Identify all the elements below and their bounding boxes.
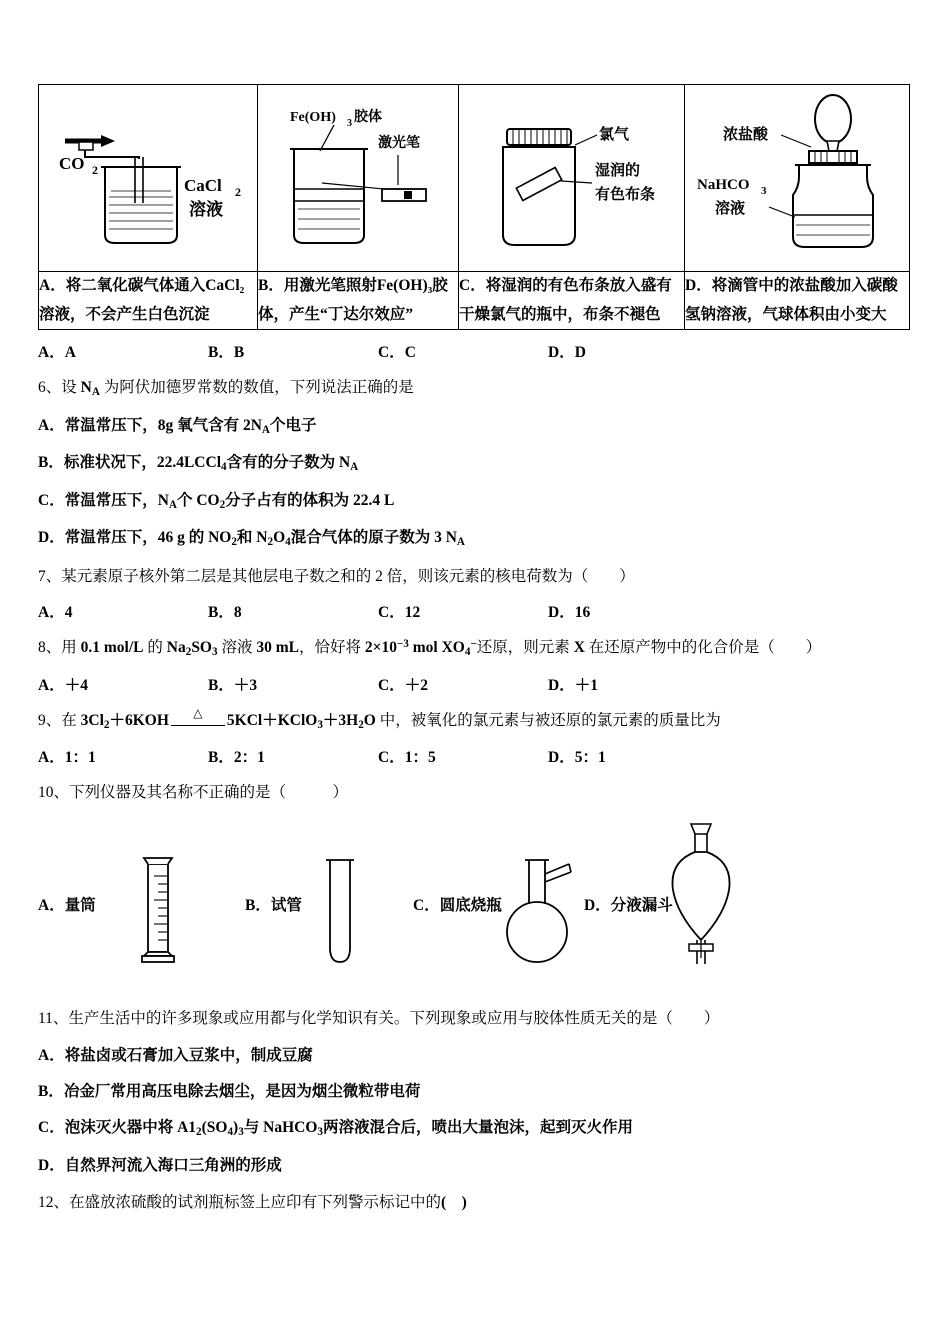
svg-text:湿润的: 湿润的 bbox=[595, 162, 641, 179]
question-11-option-a: A．将盐卤或石膏加入豆浆中，制成豆腐 bbox=[38, 1046, 313, 1064]
table-cell-figure-d bbox=[685, 85, 910, 272]
q6-stem-prefix: 6、设 bbox=[38, 379, 81, 397]
question-7-options bbox=[38, 600, 913, 622]
table-cell-figure-a bbox=[39, 85, 258, 272]
question-7-stem: 7、某元素原子核外第二层是其他层电子数之和的 2 倍，则该元素的核电荷数为（ ） bbox=[38, 567, 635, 585]
question-8-options bbox=[38, 673, 913, 695]
heat-symbol: △ bbox=[193, 706, 203, 721]
question-10-apparatus-row bbox=[38, 818, 913, 993]
figure-round-bottom-flask bbox=[501, 840, 587, 975]
question-9-options bbox=[38, 745, 913, 767]
table-figure-row bbox=[39, 85, 910, 272]
table-option-row bbox=[39, 272, 910, 330]
svg-text:激光笔: 激光笔 bbox=[378, 134, 420, 150]
q10-label-graduated-cylinder: A．量筒 bbox=[38, 897, 96, 915]
question-11-option-b: B．冶金厂常用高压电除去烟尘，是因为烟尘微粒带电荷 bbox=[38, 1082, 421, 1100]
figure-separating-funnel bbox=[663, 818, 739, 975]
q6-stem-na: N bbox=[80, 379, 92, 397]
page-content bbox=[38, 0, 913, 1214]
table-cell-option-a: A．将二氧化碳气体通入CaCl₂溶液，不会产生白色沉淀 bbox=[39, 272, 258, 330]
table-cell-figure-b bbox=[258, 85, 459, 272]
answer-choice-c: C．C bbox=[378, 344, 416, 362]
q7-option-d: D．16 bbox=[548, 604, 591, 622]
answer-choice-d: D．D bbox=[548, 344, 586, 362]
svg-text:Fe(OH): Fe(OH) bbox=[290, 110, 336, 125]
experiment-comparison-table bbox=[38, 84, 910, 330]
q8-option-c: C．＋2 bbox=[378, 676, 428, 694]
answer-choices-row bbox=[38, 340, 913, 362]
q8-option-d: D．＋1 bbox=[548, 676, 598, 694]
figure-hcl-dropper-into-nahco3 bbox=[685, 85, 909, 271]
q8-option-a: A．＋4 bbox=[38, 676, 88, 694]
question-8-stem: 8、用 0.1 mol/L 的 $Na_2SO_3$ 溶液 30 mL，恰好将 $2\times 10^{-3}$ mol $XO_4^-$还原，则元素 X 在还原产物中的化合价是（ ） bbox=[38, 638, 822, 658]
question-11-option-c: C．泡沫灭火器中将 $A1_2(SO_4)_3$与 NaHCO$_3$两溶液混合后，喷出大量泡沫，起到灭火作用 bbox=[38, 1119, 633, 1138]
question-6-option-a: A．常温常压下，8g 氧气含有 $2N_A$个电子 bbox=[38, 416, 317, 436]
question-6-stem bbox=[38, 376, 913, 401]
table-cell-figure-c bbox=[459, 85, 685, 272]
q9-option-d: D．5：1 bbox=[548, 749, 606, 767]
figure-laser-through-feoh3-colloid bbox=[258, 85, 458, 271]
figure-graduated-cylinder bbox=[130, 852, 186, 973]
svg-text:氯气: 氯气 bbox=[599, 126, 630, 143]
svg-text:溶液: 溶液 bbox=[189, 200, 223, 219]
q7-option-a: A．4 bbox=[38, 604, 73, 622]
q7-option-c: C．12 bbox=[378, 604, 421, 622]
question-6-option-c: C．常温常压下，$N_A$个 $CO_2$分子占有的体积为 22.4 L bbox=[38, 491, 395, 511]
figure-test-tube bbox=[320, 856, 360, 977]
q10-label-round-bottom-flask: C．圆底烧瓶 bbox=[413, 897, 502, 915]
svg-text:3: 3 bbox=[761, 185, 767, 197]
q9-option-c: C．1：5 bbox=[378, 749, 436, 767]
q9-option-b: B．2：1 bbox=[208, 749, 265, 767]
q6-stem-na-sub: A bbox=[91, 386, 100, 399]
svg-text:CaCl: CaCl bbox=[184, 176, 222, 195]
svg-text:NaHCO: NaHCO bbox=[697, 177, 750, 193]
reaction-condition-heat bbox=[169, 706, 227, 726]
table-cell-option-d: D．将滴管中的浓盐酸加入碳酸氢钠溶液，气球体积由小变大 bbox=[685, 272, 910, 330]
question-9-stem: 9、在 $3Cl_2+6KOH$ △ $5KCl+KClO_3+3H_2O$ 中，被氧化的氯元素与被还原的氯元素的质量比为 bbox=[38, 706, 721, 731]
svg-text:胶体: 胶体 bbox=[354, 108, 382, 124]
q6-stem-suffix: 为阿伏加德罗常数的数值，下列说法正确的是 bbox=[99, 379, 414, 397]
table-cell-option-c: C．将湿润的有色布条放入盛有干燥氯气的瓶中，布条不褪色 bbox=[459, 272, 685, 330]
question-10-stem: 10、下列仪器及其名称不正确的是（ ） bbox=[38, 784, 349, 802]
svg-text:3: 3 bbox=[347, 118, 352, 129]
question-11-stem: 11、生产生活中的许多现象或应用都与化学知识有关。下列现象或应用与胶体性质无关的是（ ） bbox=[38, 1010, 720, 1028]
svg-text:浓盐酸: 浓盐酸 bbox=[723, 126, 769, 143]
question-6-option-d: D．常温常压下，46 g 的 $NO_2$和 $N_2O_4$混合气体的原子数为 3 $N_A$ bbox=[38, 529, 465, 549]
svg-text:2: 2 bbox=[235, 185, 241, 199]
q8-option-b: B．＋3 bbox=[208, 676, 258, 694]
question-6-option-b: B．标准状况下，22.4LCCl$_4$含有的分子数为 $N_A$ bbox=[38, 454, 359, 474]
figure-co2-into-cacl2-solution bbox=[39, 85, 257, 271]
svg-text:2: 2 bbox=[92, 163, 98, 177]
question-12-stem: 12、在盛放浓硫酸的试剂瓶标签上应印有下列警示标记中的( ) bbox=[38, 1193, 467, 1211]
figure-wet-colored-cloth-in-chlorine bbox=[459, 85, 684, 271]
q10-label-test-tube: B．试管 bbox=[245, 897, 302, 915]
q7-option-b: B．8 bbox=[208, 604, 242, 622]
answer-choice-b: B．B bbox=[208, 344, 245, 362]
q10-label-separating-funnel: D．分液漏斗 bbox=[584, 897, 673, 915]
table-cell-option-b: B．用激光笔照射Fe(OH)₃胶体，产生“丁达尔效应” bbox=[258, 272, 459, 330]
svg-text:溶液: 溶液 bbox=[715, 200, 746, 217]
q9-option-a: A．1：1 bbox=[38, 749, 96, 767]
answer-choice-a: A．A bbox=[38, 344, 76, 362]
svg-text:CO: CO bbox=[59, 154, 85, 173]
question-11-option-d: D．自然界河流入海口三角洲的形成 bbox=[38, 1156, 282, 1174]
svg-text:有色布条: 有色布条 bbox=[595, 186, 656, 203]
